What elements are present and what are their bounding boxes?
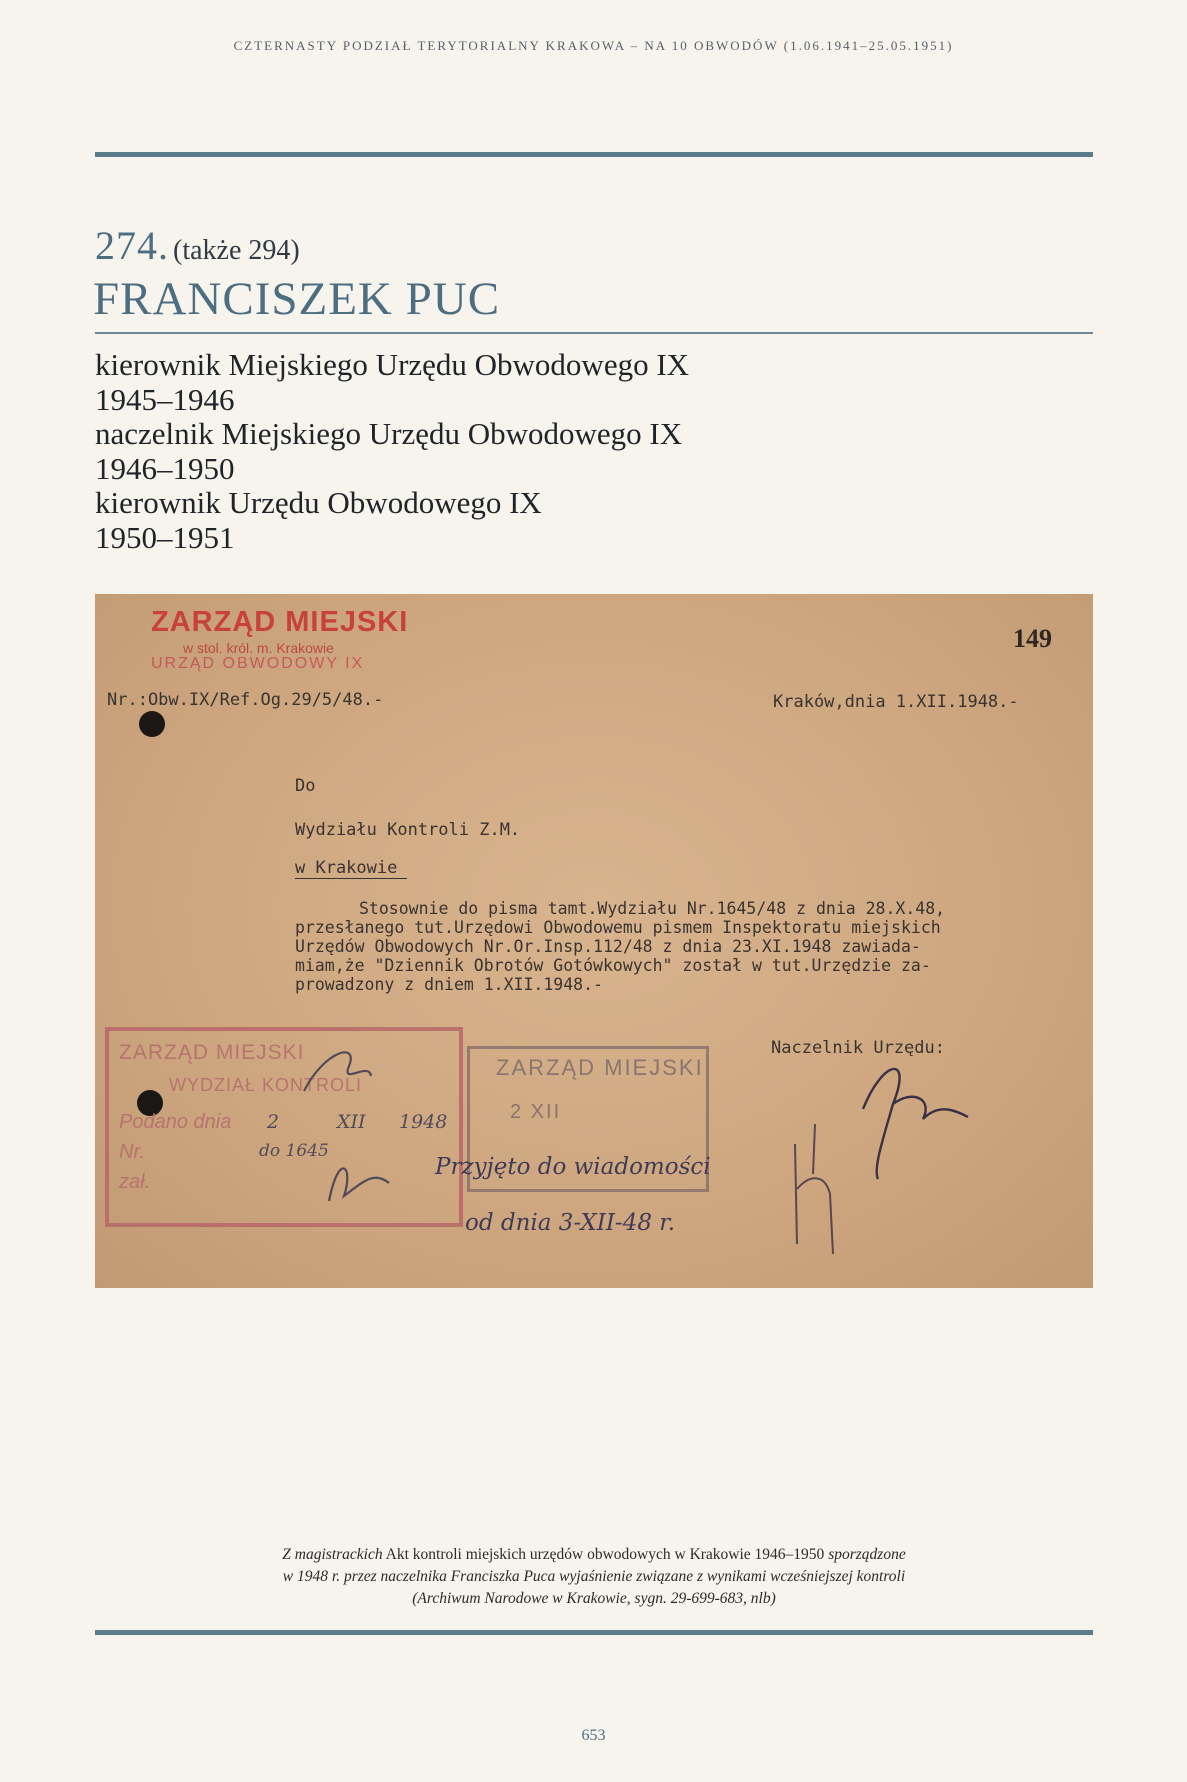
bottom-rule <box>95 1630 1093 1635</box>
receipt-signature-icon <box>109 1031 459 1223</box>
caption-line-1 <box>95 1544 1093 1566</box>
punch-hole-icon <box>139 711 165 737</box>
role-line: 1950–1951 <box>95 519 235 555</box>
receipt-submitted-label: Podano dnia <box>119 1111 232 1133</box>
receipt-number-label: Nr. <box>119 1141 145 1163</box>
role-line: kierownik Miejskiego Urzędu Obwodowego IX <box>95 347 690 382</box>
address-recipient: Wydziału Kontroli Z.M. <box>295 820 521 840</box>
roles-list <box>95 348 689 555</box>
body-line: Stosownie do pisma tamt.Wydziału Nr.1645/48 z dnia 28.X.48, <box>359 899 946 918</box>
entry-alt-reference: (także 294) <box>173 235 300 266</box>
receipt-number-value: do 1645 <box>259 1141 329 1161</box>
signature-icon <box>843 1049 1003 1189</box>
secondary-stamp-date: 2 XII <box>510 1101 562 1123</box>
address-to: Do <box>295 776 316 796</box>
letter-body <box>295 899 945 994</box>
receipt-stamp-title: ZARZĄD MIEJSKI <box>119 1041 305 1064</box>
entry-number: 274. <box>95 223 169 268</box>
archival-document-photo <box>95 594 1093 1288</box>
address-city: w Krakowie <box>295 858 407 879</box>
name-rule <box>95 332 1093 334</box>
caption-italic: sporządzone <box>828 1546 906 1563</box>
handwritten-note-line2: od dnia 3-XII-48 r. <box>465 1210 676 1236</box>
stamp-title: ZARZĄD MIEJSKI <box>151 606 409 638</box>
body-line: przesłanego tut.Urzędowi Obwodowemu pismem Inspektoratu miejskich <box>295 918 941 937</box>
signature-label: Naczelnik Urzędu: <box>771 1038 945 1058</box>
dateline: Kraków,dnia 1.XII.1948.- <box>773 692 1019 712</box>
receipt-stamp-dept: WYDZIAŁ KONTROLI <box>169 1075 363 1095</box>
stamp-city: w stol. król. m. Krakowie <box>183 640 334 656</box>
role-line: kierownik Urzędu Obwodowego IX <box>95 485 542 520</box>
caption-regular: Akt kontroli miejskich urzędów obwodowych w Krakowie 1946–1950 <box>385 1546 825 1563</box>
receipt-year: 1948 <box>399 1111 448 1133</box>
secondary-stamp-title: ZARZĄD MIEJSKI <box>496 1055 704 1080</box>
caption-line-2: w 1948 r. przez naczelnika Franciszka Puca wyjaśnienie związane z wynikami wcześniejszej kontroli <box>282 1568 906 1585</box>
role-line: 1945–1946 <box>95 381 235 417</box>
folio-number: 149 <box>1013 624 1052 653</box>
handwritten-note-line1: Przyjęto do wiadomości <box>435 1154 711 1180</box>
entry-name: FRANCISZEK PUC <box>93 273 501 325</box>
running-head: CZTERNASTY PODZIAŁ TERYTORIALNY KRAKOWA – NA 10 OBWODÓW (1.06.1941–25.05.1951) <box>233 38 954 53</box>
caption-line-3: (Archiwum Narodowe w Krakowie, sygn. 29-699-683, nlb) <box>412 1590 776 1607</box>
receipt-stamp <box>105 1027 463 1227</box>
stamp-office: URZĄD OBWODOWY IX <box>151 655 365 672</box>
receipt-day: 2 <box>267 1111 280 1133</box>
role-line: naczelnik Miejskiego Urzędu Obwodowego IX <box>95 416 683 451</box>
page-number: 653 <box>581 1727 606 1744</box>
figure-caption <box>95 1544 1093 1610</box>
receipt-month: XII <box>337 1111 366 1133</box>
role-line: 1946–1950 <box>95 450 235 486</box>
initials-mark-icon <box>785 1114 845 1264</box>
body-line: prowadzony z dniem 1.XII.1948.- <box>295 975 603 994</box>
receipt-attachments-label: zał. <box>119 1171 151 1193</box>
caption-italic: Z magistrackich <box>282 1546 383 1563</box>
entry-heading <box>95 222 300 269</box>
letterhead-stamp <box>151 608 408 672</box>
body-line: Urzędów Obwodowych Nr.Or.Insp.112/48 z dnia 23.XI.1948 zawiada- <box>295 937 921 956</box>
body-line: miam,że "Dziennik Obrotów Gotówkowych" został w tut.Urzędzie za- <box>295 956 931 975</box>
top-rule <box>95 152 1093 157</box>
reference-number: Nr.:Obw.IX/Ref.Og.29/5/48.- <box>107 690 384 710</box>
